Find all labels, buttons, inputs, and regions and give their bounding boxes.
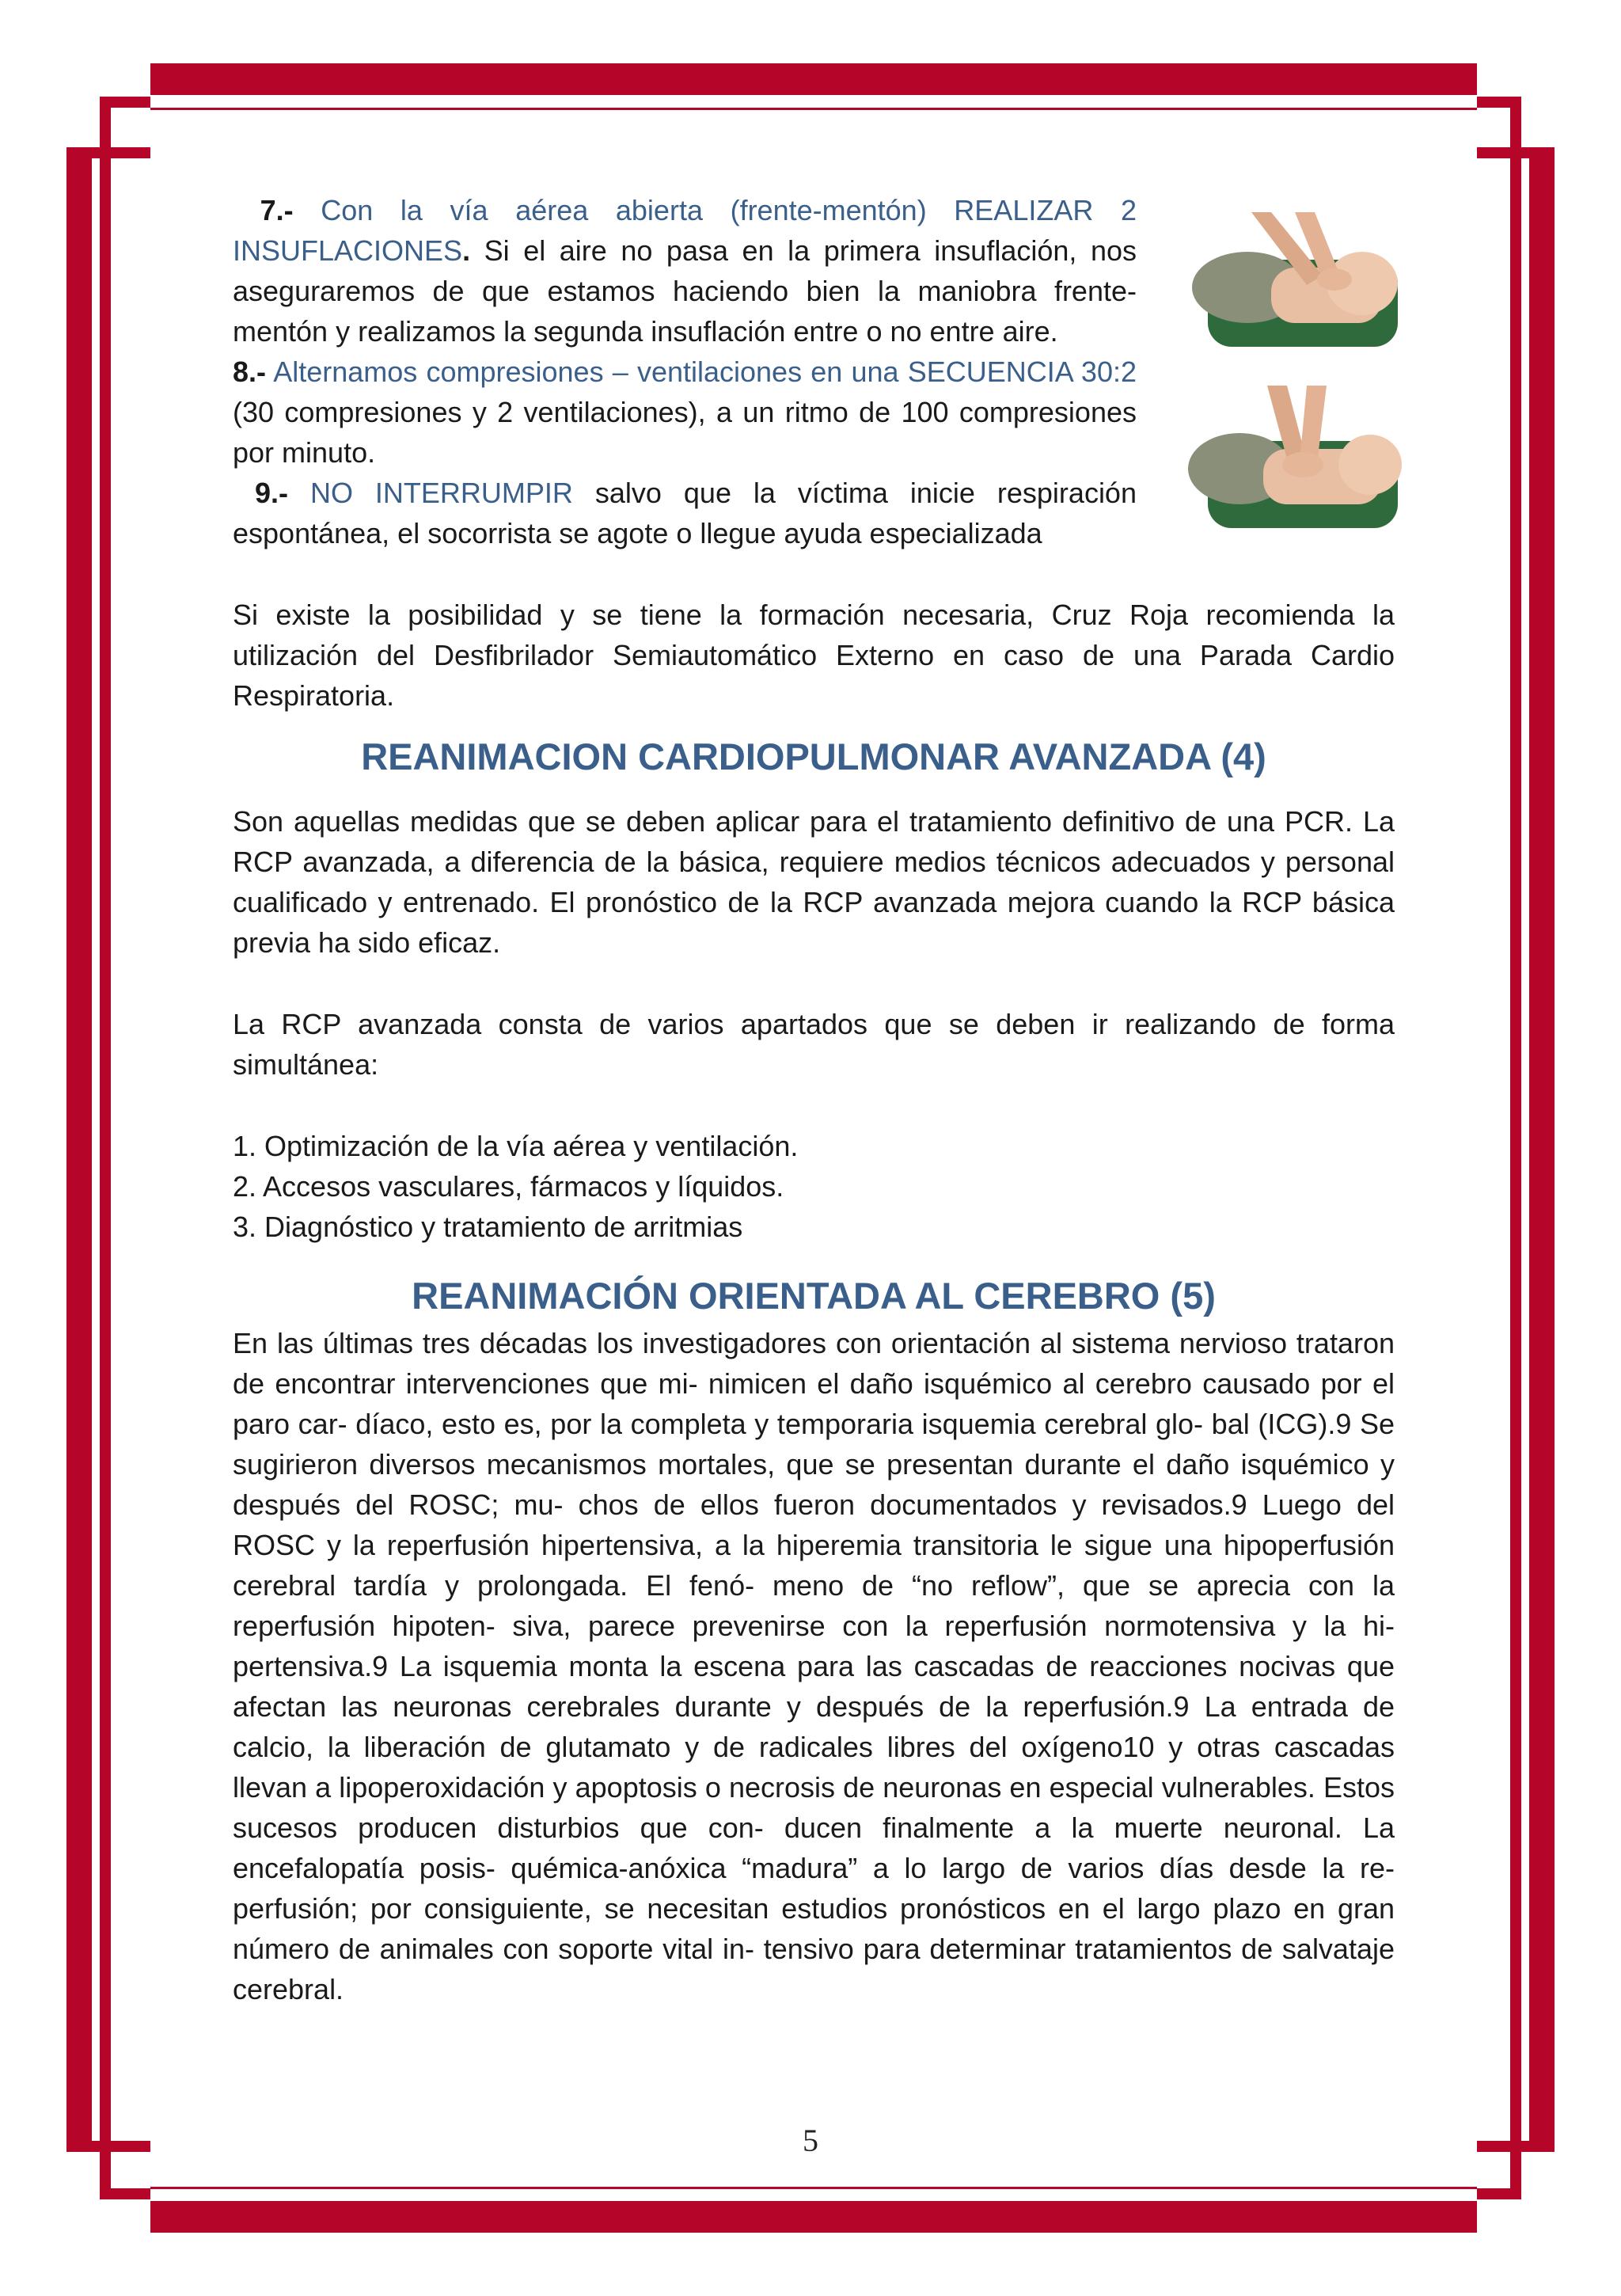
avanzada-paragraph-2: La RCP avanzada consta de varios apartados que se deben ir realizando de forma simultánea: xyxy=(233,1008,1395,1081)
step-8 xyxy=(233,352,1137,473)
step-7-text: Si el aire no pasa en la primera insuflación, nos aseguraremos de que estamos haciendo bien la maniobra frente-mentón y realizamos la segunda insuflación entre o no entre aire. xyxy=(233,234,1137,348)
step-9-text: salvo que la víctima inicie respiración espontánea, el socorrista se agote o llegue ayuda especializada xyxy=(233,477,1137,549)
frame-corner-br-inner xyxy=(1477,2188,1510,2199)
frame-right-outer xyxy=(1529,147,1555,2152)
cerebro-paragraph: En las últimas tres décadas los investigadores con orientación al sistema nervioso trataron de encontrar intervenciones que mi- nimicen el daño isquémico al cerebro causado por el paro car- díaco, esto es, por la completa y temporaria isquemia cerebral glo- bal (ICG).9 Se sugirieron diversos mecanismos mortales, que se presentan durante el daño isquémico y después del ROSC; mu- chos de ellos fueron documentados y revisados.9 Luego del ROSC y la reperfusión hipertensiva, a la hiperemia transitoria le sigue una hipoperfusión cerebral tardía y prolongada. El fenó- meno de “no reflow”, que se aprecia con la reperfusión hipoten- siva, parece prevenirse con la reperfusión normotensiva y la hi- pertensiva.9 La isquemia monta la escena para las cascadas de reacciones nocivas que afectan las neuronas cerebrales durante y después de la reperfusión.9 La entrada de calcio, la liberación de glutamato y de radicales libres del oxígeno10 y otras cascadas llevan a lipoperoxidación y apoptosis o necrosis de neuronas en especial vulnerables. Estos sucesos producen disturbios que con- ducen finalmente a la muerte neuronal. La encefalopatía posis- quémica-anóxica “madura” a lo largo de varios días desde la re- perfusión; por consiguiente, se necesitan estudios pronósticos en el largo plazo en gran número de animales con soporte vital in- tensivo para determinar tratamientos de salvataje cerebral. xyxy=(233,1327,1395,2005)
frame-left-inner xyxy=(100,97,111,2199)
step-9-number: 9.- xyxy=(254,477,288,509)
step-7-number: 7.- xyxy=(260,194,294,226)
frame-top-bar xyxy=(150,63,1477,95)
frame-bottom-line xyxy=(150,2187,1477,2189)
step-9-lead: NO INTERRUMPIR xyxy=(309,477,573,509)
page-content xyxy=(233,190,1395,2009)
cpr-steps xyxy=(233,190,1137,553)
section-title-avanzada: REANIMACION CARDIOPULMONAR AVANZADA (4) xyxy=(361,736,1266,777)
step-9 xyxy=(233,473,1137,553)
step-8-number: 8.- xyxy=(233,355,267,388)
list-item: 3. Diagnóstico y tratamiento de arritmias xyxy=(233,1211,743,1243)
frame-right-inner xyxy=(1510,97,1521,2199)
list-item: 1. Optimización de la vía aérea y ventilación. xyxy=(233,1130,799,1162)
step-7-dot: . xyxy=(462,234,471,267)
frame-bottom-bar xyxy=(150,2201,1477,2233)
frame-corner-tr-inner xyxy=(1477,97,1510,108)
avanzada-list xyxy=(233,1126,1395,1247)
list-item: 2. Accesos vasculares, fármacos y líquidos. xyxy=(233,1170,784,1203)
frame-corner-tl-inner xyxy=(111,97,150,108)
step-7 xyxy=(233,190,1137,352)
frame-top-line xyxy=(150,108,1477,110)
step-8-lead: Alternamos compresiones – ventilaciones en una SECUENCIA 30:2 xyxy=(273,355,1137,388)
avanzada-paragraph-1: Son aquellas medidas que se deben aplicar para el tratamiento definitivo de una PCR. La RCP avanzada, a diferencia de la básica, requiere medios técnicos adecuados y personal cualificado y entrenado. El pronóstico de la RCP avanzada mejora cuando la RCP básica previa ha sido eficaz. xyxy=(233,805,1395,959)
step-8-text: (30 compresiones y 2 ventilaciones), a un ritmo de 100 compresiones por minuto. xyxy=(233,396,1137,469)
frame-corner-tl-outer xyxy=(66,147,150,158)
section-title-cerebro: REANIMACIÓN ORIENTADA AL CEREBRO (5) xyxy=(412,1275,1216,1317)
page-number: 5 xyxy=(803,2123,818,2158)
frame-corner-bl-inner xyxy=(111,2188,150,2199)
dea-paragraph: Si existe la posibilidad y se tiene la formación necesaria, Cruz Roja recomienda la utilización del Desfibrilador Semiautomático Externo en caso de una Parada Cardio Respiratoria. xyxy=(233,599,1395,712)
frame-left-outer xyxy=(66,147,92,2152)
step-7-lead: Con la vía aérea abierta (frente-mentón) REALIZAR 2 INSUFLACIONES xyxy=(233,194,1137,267)
frame-corner-tr-outer xyxy=(1477,147,1555,158)
